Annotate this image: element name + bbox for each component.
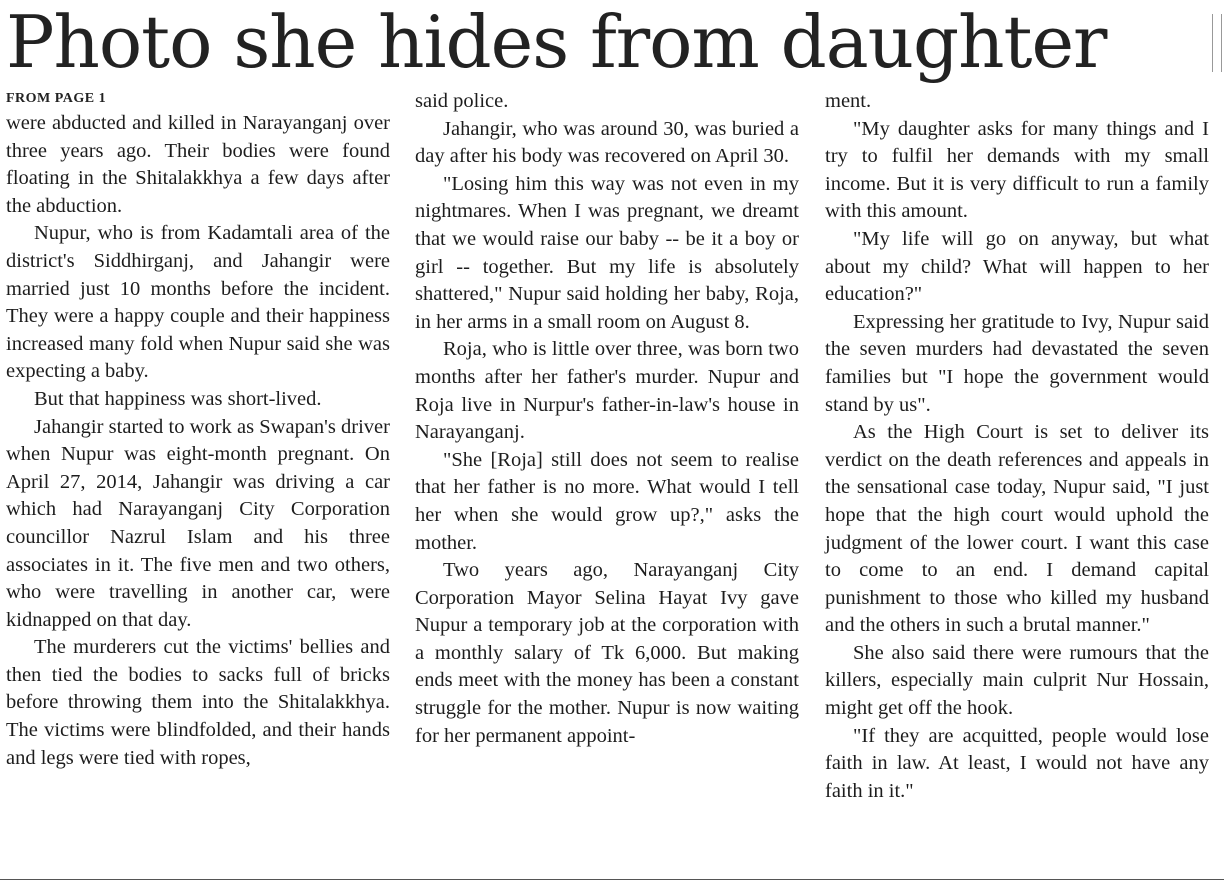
paragraph: Jahangir, who was around 30, was buried a day after his body was recovered on April 30. [415, 117, 799, 168]
paragraph: Nupur, who is from Kadamtali area of the district's Siddhirganj, and Jahangir were married just 10 months before the incident. They were a happy couple and their happiness increased many fold when Nupur said she was expecting a baby. [6, 222, 390, 383]
article-column-3 [825, 88, 1209, 805]
paragraph: Roja, who is little over three, was born two months after her father's murder. Nupur and Roja live in Nurpur's father-in-law's house in Narayanganj. [415, 338, 799, 444]
article-column-1 [6, 88, 390, 772]
paragraph: She also said there were rumours that the killers, especially main culprit Nur Hossain, might get off the hook. [825, 641, 1209, 720]
article-column-2 [415, 88, 799, 750]
paragraph: ment. [825, 90, 872, 112]
bottom-rule [0, 879, 1224, 880]
jump-label: FROM PAGE 1 [6, 91, 107, 106]
paragraph: "She [Roja] still does not seem to realise that her father is no more. What would I tell her when she would grow up?," asks the mother. [415, 448, 799, 554]
paragraph: Two years ago, Narayanganj City Corporation Mayor Selina Hayat Ivy gave Nupur a temporary job at the corporation with a monthly salary of Tk 6,000. But making ends meet with the money has been a constant struggle for the mother. Nupur is now waiting for her permanent appoint- [415, 559, 799, 747]
paragraph: "My daughter asks for many things and I try to fulfil her demands with my small income. But it is very difficult to run a family with this amount. [825, 117, 1209, 223]
paragraph: said police. [415, 90, 509, 112]
paragraph: "Losing him this way was not even in my nightmares. When I was pregnant, we dreamt that we would raise our baby -- be it a boy or girl -- together. But my life is absolutely shattered," Nupur said holding her baby, Roja, in her arms in a small room on August 8. [415, 172, 799, 333]
paragraph: Jahangir started to work as Swapan's driver when Nupur was eight-month pregnant. On April 27, 2014, Jahangir was driving a car which had Narayanganj City Corporation councillor Nazrul Islam and his three associates in it. The five men and two others, who were travelling in another car, were kidnapped on that day. [6, 415, 390, 631]
margin-rule [1212, 14, 1222, 72]
paragraph: "My life will go on anyway, but what about my child? What will happen to her education?" [825, 227, 1209, 306]
paragraph: As the High Court is set to deliver its verdict on the death references and appeals in the sensational case today, Nupur said, "I just hope that the high court would uphold the judgment of the lower court. I want this case to come to an end. I demand capital punishment to those who killed my husband and the others in such a brutal manner." [825, 421, 1209, 637]
paragraph: were abducted and killed in Narayanganj over three years ago. Their bodies were found floating in the Shitalakkhya a few days after the abduction. [6, 112, 390, 217]
paragraph: "If they are acquitted, people would lose faith in law. At least, I would not have any faith in it." [825, 724, 1209, 802]
paragraph: Expressing her gratitude to Ivy, Nupur said the seven murders had devastated the seven families but "I hope the government would stand by us". [825, 310, 1209, 416]
paragraph: The murderers cut the victims' bellies and then tied the bodies to sacks full of bricks before throwing them into the Shitalakkhya. The victims were blindfolded, and their hands and legs were tied with ropes, [6, 636, 390, 769]
headline: Photo she hides from daughter [6, 0, 1107, 84]
paragraph: But that happiness was short-lived. [34, 387, 322, 410]
